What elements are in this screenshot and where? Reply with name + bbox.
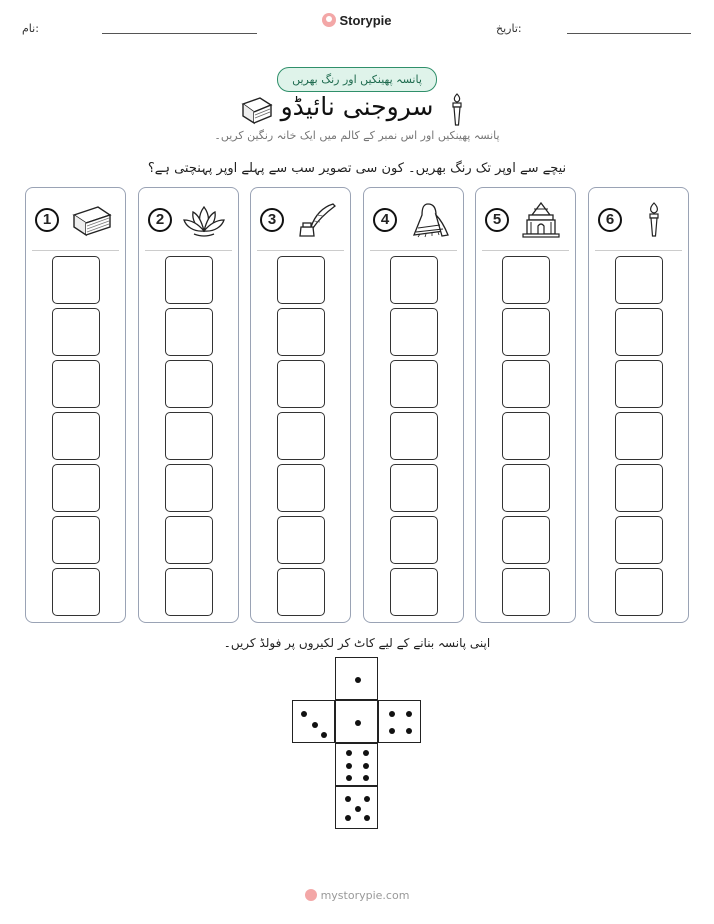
color-box[interactable] [615, 464, 663, 512]
title-torch-icon [448, 92, 466, 128]
color-box[interactable] [165, 308, 213, 356]
race-column-4 [363, 187, 464, 623]
name-line [102, 33, 257, 34]
activity-pill: پانسہ پھینکیں اور رنگ بھریں [277, 67, 437, 92]
column-divider [595, 250, 682, 251]
footer-url: mystorypie.com [320, 889, 410, 902]
die-pip [312, 722, 318, 728]
date-label: تاریخ: [496, 22, 522, 35]
column-number: 3 [260, 208, 284, 232]
column-number: 6 [598, 208, 622, 232]
color-box[interactable] [390, 516, 438, 564]
race-column-2 [138, 187, 239, 623]
die-face [335, 786, 378, 829]
die-face [335, 657, 378, 700]
color-box[interactable] [615, 412, 663, 460]
color-box[interactable] [165, 516, 213, 564]
die-pip [345, 815, 351, 821]
die-pip [389, 728, 395, 734]
die-pip [406, 728, 412, 734]
column-divider [145, 250, 232, 251]
die-pip [355, 806, 361, 812]
color-box[interactable] [277, 308, 325, 356]
saree-icon [406, 201, 452, 239]
color-box[interactable] [615, 308, 663, 356]
die-face [292, 700, 335, 743]
color-box[interactable] [615, 516, 663, 564]
color-box[interactable] [390, 256, 438, 304]
die-pip [389, 711, 395, 717]
storypie-footer-logo-icon [305, 889, 317, 901]
color-box[interactable] [615, 360, 663, 408]
color-box[interactable] [502, 308, 550, 356]
column-number: 1 [35, 208, 59, 232]
color-box[interactable] [390, 464, 438, 512]
color-box[interactable] [165, 464, 213, 512]
color-box[interactable] [52, 412, 100, 460]
subtitle: پانسہ پھینکیں اور اس نمبر کے کالم میں ایک خانہ رنگین کریں۔ [214, 129, 500, 142]
color-box[interactable] [390, 412, 438, 460]
column-divider [482, 250, 569, 251]
column-number: 2 [148, 208, 172, 232]
footer [0, 889, 714, 902]
die-pip [364, 796, 370, 802]
temple-icon [518, 201, 564, 239]
die-pip [301, 711, 307, 717]
die-face [378, 700, 421, 743]
column-number: 4 [373, 208, 397, 232]
date-line [567, 33, 691, 34]
storypie-logo-icon [322, 13, 336, 27]
color-box[interactable] [615, 256, 663, 304]
die-pip [345, 796, 351, 802]
die-pip [355, 720, 361, 726]
color-box[interactable] [502, 516, 550, 564]
column-divider [32, 250, 119, 251]
color-box[interactable] [277, 412, 325, 460]
die-pip [346, 763, 352, 769]
color-box[interactable] [165, 360, 213, 408]
die-pip [346, 750, 352, 756]
page-title: سروجنی نائیڈو [280, 92, 434, 121]
brand-logo [0, 13, 714, 28]
die-pip [363, 750, 369, 756]
color-box[interactable] [502, 412, 550, 460]
color-box[interactable] [277, 464, 325, 512]
color-box[interactable] [502, 568, 550, 616]
name-label: نام: [22, 22, 39, 35]
column-divider [370, 250, 457, 251]
quill-inkpot-icon [293, 201, 339, 239]
die-pip [355, 677, 361, 683]
color-box[interactable] [277, 256, 325, 304]
die-pip [364, 815, 370, 821]
color-box[interactable] [390, 568, 438, 616]
book-icon [68, 201, 114, 239]
brand-name: Storypie [339, 13, 392, 28]
color-box[interactable] [52, 256, 100, 304]
color-box[interactable] [52, 308, 100, 356]
color-box[interactable] [390, 308, 438, 356]
color-box[interactable] [502, 464, 550, 512]
die-pip [321, 732, 327, 738]
race-column-6 [588, 187, 689, 623]
color-box[interactable] [277, 360, 325, 408]
color-box[interactable] [165, 412, 213, 460]
race-column-5 [475, 187, 576, 623]
color-box[interactable] [390, 360, 438, 408]
torch-icon [631, 201, 677, 239]
color-box[interactable] [502, 360, 550, 408]
color-box[interactable] [52, 516, 100, 564]
color-box[interactable] [277, 516, 325, 564]
die-pip [346, 775, 352, 781]
race-column-1 [25, 187, 126, 623]
question-text: نیچے سے اوپر تک رنگ بھریں۔ کون سی تصویر سب سے پہلے اوپر پہنچتی ہے؟ [147, 161, 567, 176]
die-pip [363, 775, 369, 781]
die-face [335, 700, 378, 743]
column-divider [257, 250, 344, 251]
color-box[interactable] [52, 464, 100, 512]
color-box[interactable] [52, 360, 100, 408]
lotus-icon [181, 201, 227, 239]
cut-instruction: اپنی پانسہ بنانے کے لیے کاٹ کر لکیروں پر فولڈ کریں۔ [223, 636, 491, 650]
die-pip [406, 711, 412, 717]
color-box[interactable] [165, 568, 213, 616]
race-column-3 [250, 187, 351, 623]
column-number: 5 [485, 208, 509, 232]
die-pip [363, 763, 369, 769]
color-box[interactable] [615, 568, 663, 616]
color-box[interactable] [277, 568, 325, 616]
die-face [335, 743, 378, 786]
color-box[interactable] [502, 256, 550, 304]
color-box[interactable] [52, 568, 100, 616]
color-box[interactable] [165, 256, 213, 304]
